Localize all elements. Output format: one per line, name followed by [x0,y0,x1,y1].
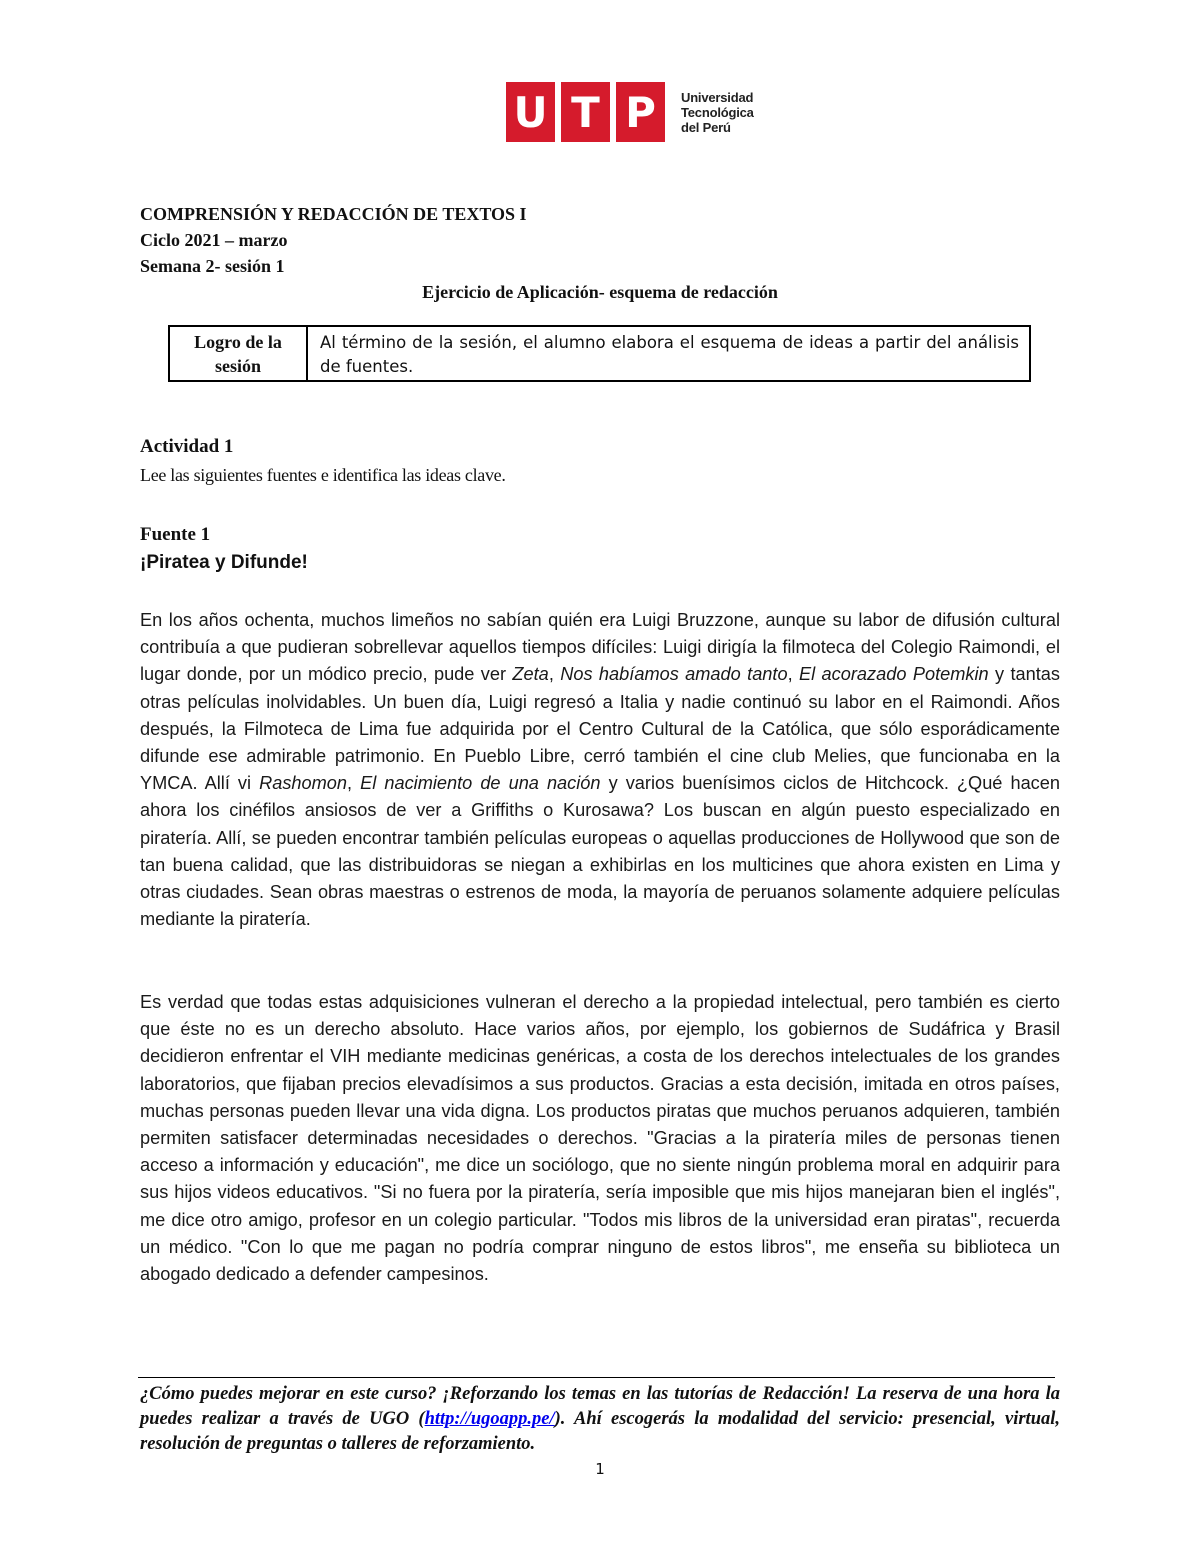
footer-note: ¿Cómo puedes mejorar en este curso? ¡Reforzando los temas en las tutorías de Redacción! La reserva de una hora la puedes realizar a través de UGO (http://ugoapp.pe/). Ahí escogerás la modalidad del servicio: presencial, virtual, resolución de preguntas o talleres de reforzamiento. [140,1384,1061,1454]
source-number: Fuente 1 [140,524,211,545]
film-title-nos-habiamos: Nos habíamos amado tanto [560,664,788,685]
film-title-nacimiento: El nacimiento de una nación [360,773,601,794]
week-line: Semana 2- sesión 1 [140,256,285,276]
footer-divider [138,1377,1055,1378]
exercise-title: Ejercicio de Aplicación- esquema de redacción [422,282,778,302]
paragraph-1: En los años ochenta, muchos limeños no sabían quién era Luigi Bruzzone, aunque su labor de difusión cultural contribuía a que pudieran sobrellevar aquellos tiempos difíciles: Luigi dirigía la filmoteca del Colegio Raimondi, el lugar donde, por un módico precio, pude ver Zeta, Nos habíamos amado tanto, El acorazado Potemkin y tantas otras películas inolvidables. Un buen día, Luigi regresó a Italia y nadie continuó su labor en el Raimondi. Años después, la Filmoteca de Lima fue adquirida por el Centro Cultural de la Católica, que sólo esporádicamente difunde ese admirable patrimonio. En Pueblo Libre, cerró también el cine club Melies, que funcionaba en la YMCA. Allí vi Rashomon, El nacimiento de una nación y varios buenísimos ciclos de Hitchcock. ¿Qué hacen ahora los cinéfilos ansiosos de ver a Griffiths o Kurosawa? Los buscan en algún puesto especializado en piratería. Allí, se pueden encontrar también películas europeas o aquellas producciones de Hollywood que son de tan buena calidad, que las distribuidoras se niegan a exhibirlas en los multicines que ahora existen en Lima y otras ciudades. Sean obras maestras o estrenos de moda, la mayoría de peruanos solamente adquiere películas mediante la piratería. [140,610,1061,930]
logo-letter-t: T [561,82,610,142]
paragraph-2: Es verdad que todas estas adquisiciones vulneran el derecho a la propiedad intelectual, pero también es cierto que éste no es un derecho absoluto. Hace varios años, por ejemplo, los gobiernos de Sudáfrica y Brasil decidieron enfrentar el VIH mediante medicinas genéricas, a costa de los derechos intelectuales de los grandes laboratorios, que fijaban precios elevadísimos a sus productos. Gracias a esta decisión, imitada en otros países, muchas personas pueden llevar una vida digna. Los productos piratas que muchos peruanos adquieren, también permiten satisfacer determinadas necesidades o derechos. "Gracias a la piratería miles de personas tienen acceso a información y educación", me dice un sociólogo, que no siente ningún problema moral en adquirir para sus hijos videos educativos. "Si no fuera por la piratería, sería imposible que mis hijos manejaran bien el inglés", me dice otro amigo, profesor en un colegio particular. "Todos mis libros de la universidad eran piratas", recuerda un médico. "Con lo que me pagan no podría comprar ninguno de estos libros", me enseña su biblioteca un abogado dedicado a defender campesinos. [140,992,1060,1285]
goal-label: Logro de la sesión [170,327,308,380]
course-title: COMPRENSIÓN Y REDACCIÓN DE TEXTOS I [140,204,527,224]
ugo-link[interactable]: http://ugoapp.pe/ [424,1409,555,1429]
logo-university-name: Universidad Tecnológica del Perú [681,89,754,135]
logo-letter-u: U [506,82,555,142]
activity-instruction: Lee las siguientes fuentes e identifica las ideas clave. [140,465,506,485]
film-title-zeta: Zeta [512,664,549,685]
source-title: ¡Piratea y Difunde! [140,552,308,573]
goal-text: Al término de la sesión, el alumno elabora el esquema de ideas a partir del análisis de fuentes. [320,333,1019,376]
film-title-rashomon: Rashomon [259,773,348,794]
cycle-line: Ciclo 2021 – marzo [140,230,288,250]
logo-letter-p: P [616,82,665,142]
film-title-potemkin: El acorazado Potemkin [799,664,989,685]
goal-table [168,325,1031,382]
activity-title: Actividad 1 [140,436,234,457]
page-number: 1 [595,1460,605,1478]
utp-logo [506,82,754,142]
